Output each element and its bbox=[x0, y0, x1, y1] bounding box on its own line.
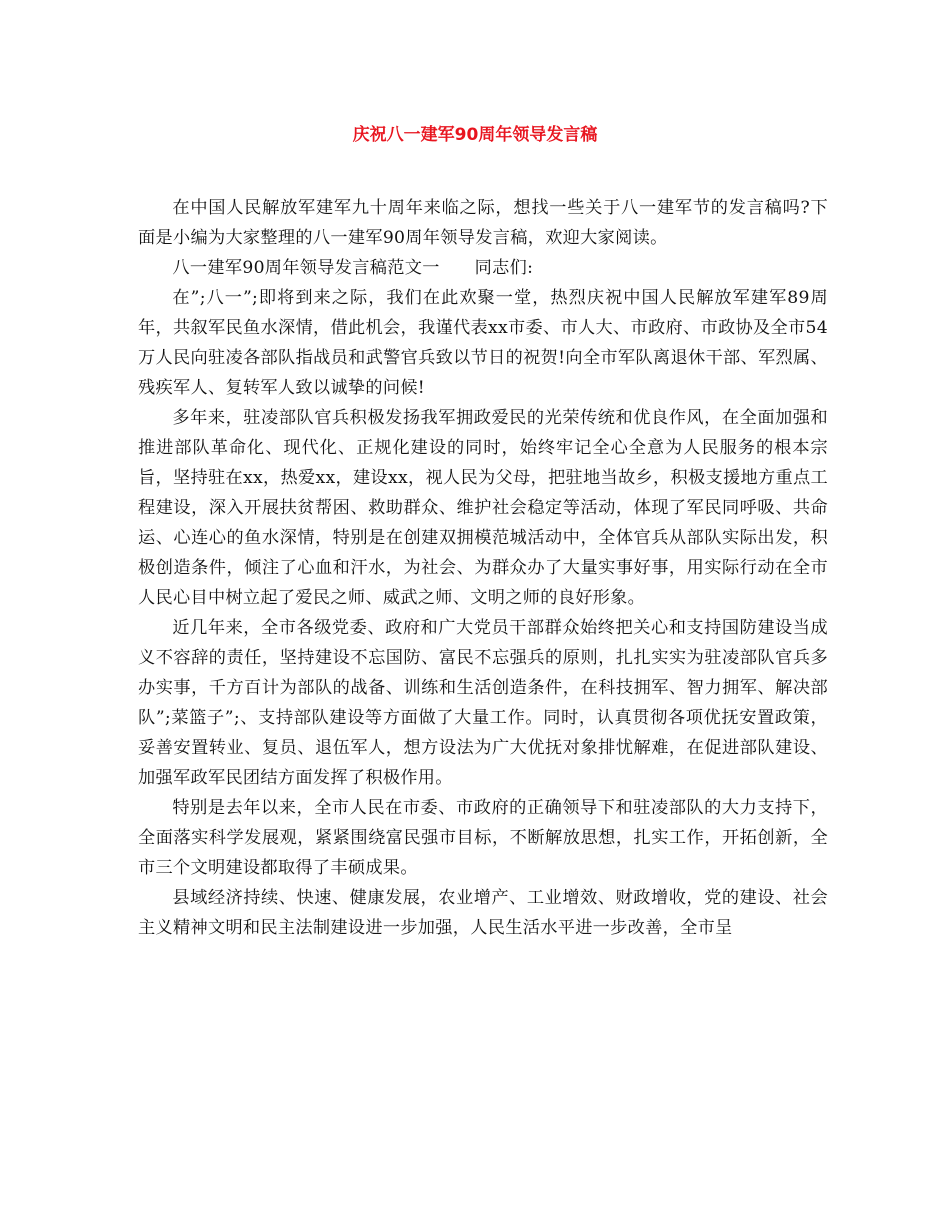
paragraph-greeting: 在”;八一”;即将到来之际，我们在此欢聚一堂，热烈庆祝中国人民解放军建军89周年，共叙军民鱼水深情，借此机会，我谨代表xx市委、市人大、市政府、市政协及全市54万人民向驻凌各部队指战员和武警官兵致以节日的祝贺!向全市军队离退休干部、军烈属、残疾军人、复转军人致以诚挚的问候! bbox=[138, 288, 828, 398]
paragraph-intro: 在中国人民解放军建军九十周年来临之际，想找一些关于八一建军节的发言稿吗?下面是小编为大家整理的八一建军90周年领导发言稿，欢迎大家阅读。 bbox=[138, 198, 828, 248]
paragraph-economy: 县域经济持续、快速、健康发展，农业增产、工业增效、财政增收，党的建设、社会主义精神文明和民主法制建设进一步加强，人民生活水平进一步改善，全市呈 bbox=[138, 888, 828, 938]
document-body bbox=[138, 193, 828, 943]
document-title: 庆祝八一建军90周年领导发言稿 bbox=[352, 125, 598, 145]
paragraph-troops: 多年来，驻凌部队官兵积极发扬我军拥政爱民的光荣传统和优良作风，在全面加强和推进部队革命化、现代化、正规化建设的同时，始终牢记全心全意为人民服务的根本宗旨，坚持驻在xx，热爱xx，建设xx，视人民为父母，把驻地当故乡，积极支援地方重点工程建设，深入开展扶贫帮困、救助群众、维护社会稳定等活动，体现了军民同呼吸、共命运、心连心的鱼水深情，特别是在创建双拥模范城活动中，全体官兵从部队实际出发，积极创造条件，倾注了心血和汗水，为社会、为群众办了大量实事好事，用实际行动在全市人民心目中树立起了爱民之师、威武之师、文明之师的良好形象。 bbox=[138, 408, 828, 608]
paragraph-sample-heading: 八一建军90周年领导发言稿范文一 同志们: bbox=[172, 258, 534, 278]
paragraph-achievements: 特别是去年以来，全市人民在市委、市政府的正确领导下和驻凌部队的大力支持下，全面落实科学发展观，紧紧围绕富民强市目标，不断解放思想，扎实工作，开拓创新，全市三个文明建设都取得了丰硕成果。 bbox=[138, 798, 828, 878]
paragraph-support: 近几年来，全市各级党委、政府和广大党员干部群众始终把关心和支持国防建设当成义不容辞的责任，坚持建设不忘国防、富民不忘强兵的原则，扎扎实实为驻凌部队官兵多办实事，千方百计为部队的战备、训练和生活创造条件，在科技拥军、智力拥军、解决部队”;菜篮子”;、支持部队建设等方面做了大量工作。同时，认真贯彻各项优抚安置政策，妥善安置转业、复员、退伍军人，想方设法为广大优抚对象排忧解难，在促进部队建设、加强军政军民团结方面发挥了积极作用。 bbox=[138, 618, 828, 788]
